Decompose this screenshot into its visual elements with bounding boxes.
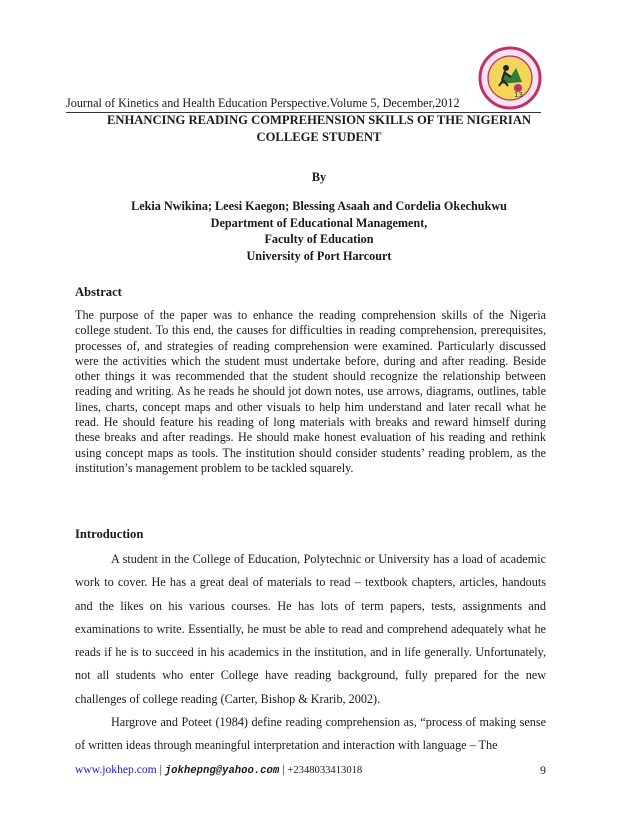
phone-number: +2348033413018	[287, 765, 363, 776]
introduction-body	[75, 548, 546, 758]
title-line-2: COLLEGE STUDENT	[256, 130, 382, 144]
paper-title	[60, 112, 578, 146]
abstract-heading: Abstract	[75, 285, 122, 299]
university: University of Port Harcourt	[246, 248, 392, 263]
page-number: 9	[540, 763, 546, 777]
faculty: Faculty of Education	[264, 232, 374, 246]
introduction-heading: Introduction	[75, 527, 144, 541]
page-footer	[75, 763, 546, 777]
journal-header: Journal of Kinetics and Health Education Perspective.Volume 5, December,2012	[66, 96, 541, 113]
svg-text:13: 13	[514, 91, 523, 99]
email-link[interactable]: jokhepng@yahoo.com	[164, 765, 280, 777]
footer-separator: |	[279, 763, 288, 776]
author-block	[60, 198, 578, 264]
authors: Lekia Nwikina; Leesi Kaegon; Blessing Asaah and Cordelia Okechukwu	[131, 199, 507, 213]
department: Department of Educational Management,	[210, 215, 428, 230]
by-label: By	[311, 170, 327, 184]
title-line-1: ENHANCING READING COMPREHENSION SKILLS OF THE NIGERIAN	[106, 113, 532, 127]
intro-paragraph-1: A student in the College of Education, Polytechnic or University has a load of academic work to cover. He has a great deal of materials to read – textbook chapters, articles, handouts and the likes on his various courses. He has lots of term papers, tests, assignments and examinations to write. Essentially, he must be able to read and comprehend adequately what he reads if he is to succeed in his academics in the institution, and in life generally. Unfortunately, not all students who enter College have reading background, fully prepared for the new challenges of college reading (Carter, Bishop & Krarib, 2002).	[75, 552, 546, 706]
abstract-text: The purpose of the paper was to enhance the reading comprehension skills of the Nigeria college student. To this end, the causes for difficulties in reading comprehension, prerequisites, processes of, and strategies of reading comprehension were examined. Particularly discussed were the activities which the student must undertake before, during and after reading. Beside other things it was recommended that the student should recognize the relationship between reading and writing. As he reads he should jot down notes, use arrows, diagrams, outlines, table lines, charts, concept maps and other visuals to help him understand and later recall what he read. He should feature his reading of long materials with breaks and reward himself during these breaks and after readings. He should make honest evaluation of his reading and rethink using concept maps as tools. The institution should consider students’ reading problem, as the institution’s management problem to be tackled squarely.	[75, 308, 546, 475]
footer-separator: |	[156, 763, 165, 776]
website-link[interactable]: www.jokhep.com	[75, 763, 157, 776]
intro-paragraph-2: Hargrove and Poteet (1984) define reading comprehension as, “process of making sense of written ideas through meaningful interpretation and interaction with language – The	[75, 715, 546, 753]
